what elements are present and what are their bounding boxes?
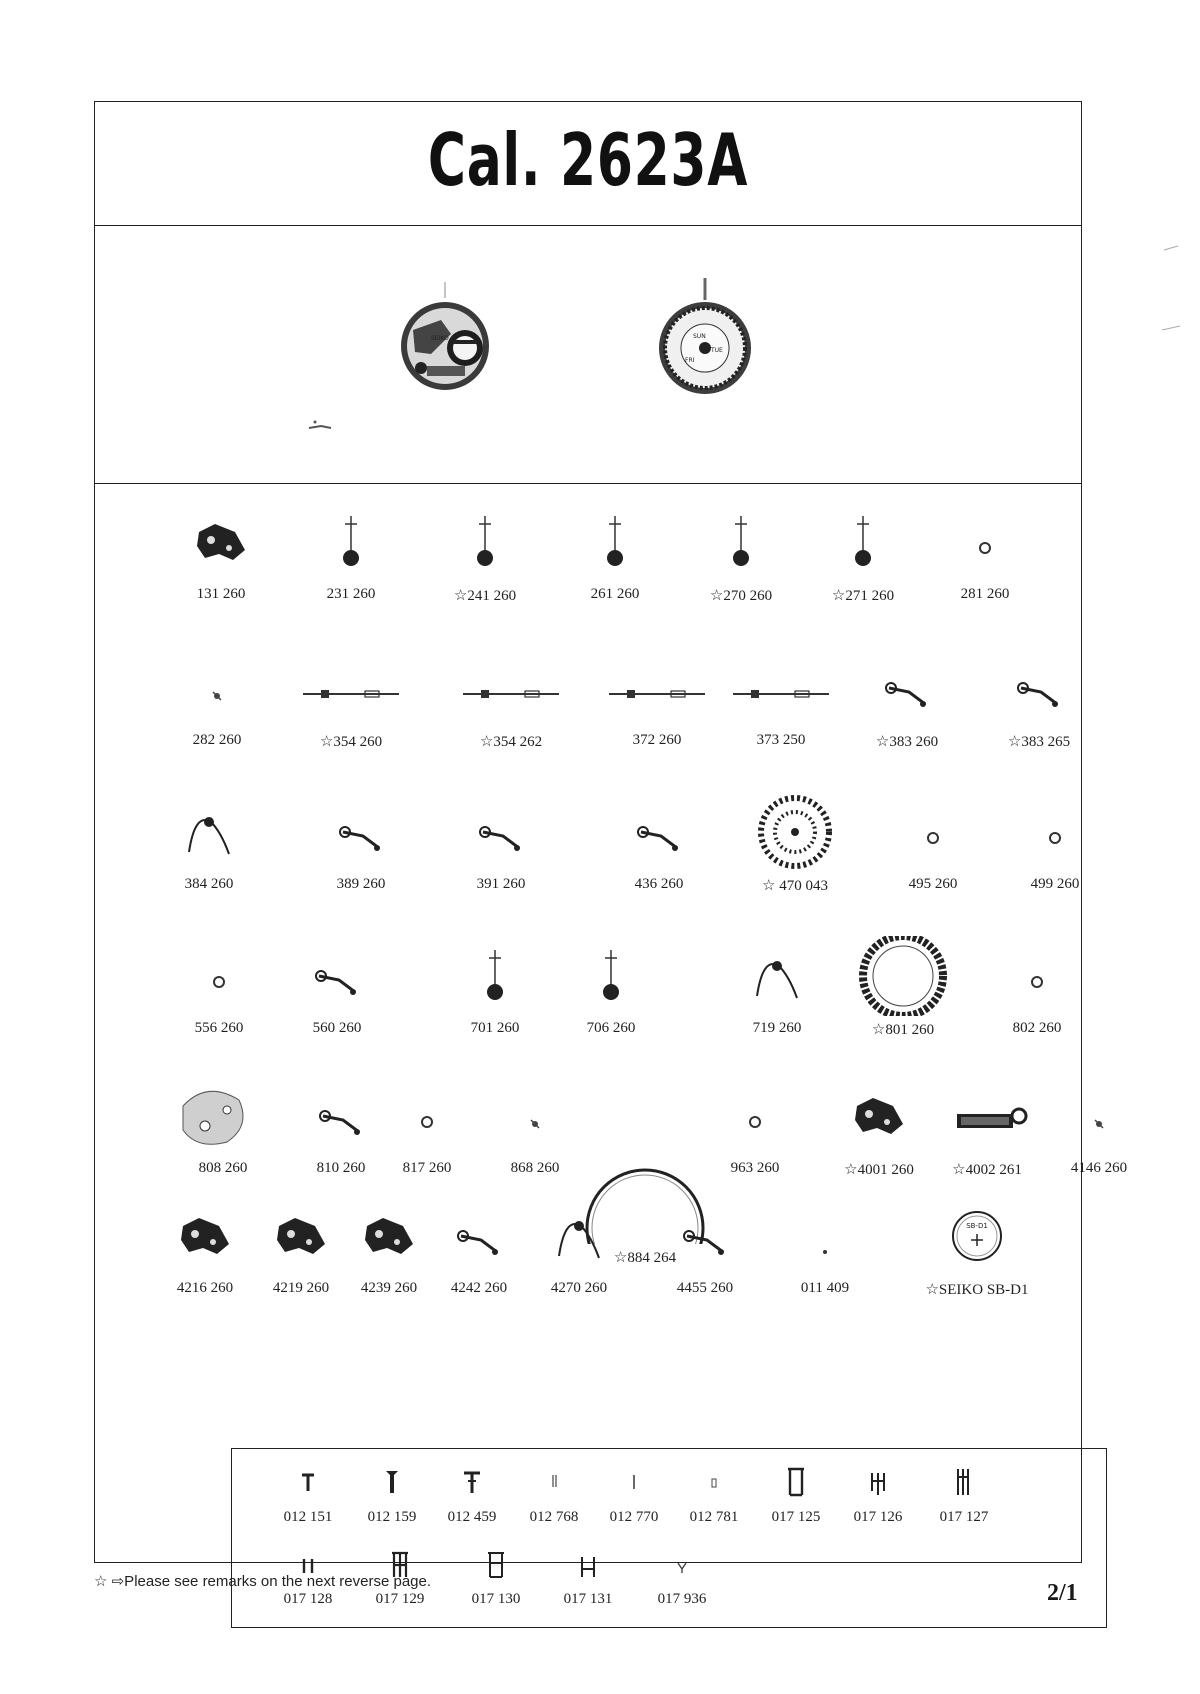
svg-text:FRI: FRI — [685, 357, 695, 364]
part-code: 706 260 — [586, 1020, 636, 1036]
part-code: ☆271 260 — [831, 588, 895, 604]
screw-item — [430, 1461, 514, 1531]
stem-icon — [597, 648, 717, 728]
part-item — [721, 648, 841, 758]
part-item — [435, 936, 555, 1046]
title-box — [95, 102, 1081, 226]
ring-icon — [695, 1076, 815, 1156]
part-code: 4455 260 — [676, 1280, 734, 1296]
small-part-icon — [157, 648, 277, 728]
part-code: 372 260 — [632, 732, 682, 748]
small-part-image — [307, 418, 335, 432]
part-item — [695, 1076, 815, 1186]
lever-icon — [277, 936, 397, 1016]
plate-icon — [163, 1076, 283, 1156]
part-code: 556 260 — [194, 1020, 244, 1036]
svg-text:SB-D1: SB-D1 — [966, 1222, 988, 1230]
part-item — [917, 1196, 1037, 1306]
part-code: 4219 260 — [272, 1280, 330, 1296]
part-code: ☆4002 261 — [952, 1162, 1022, 1178]
scan-mark — [1160, 318, 1184, 336]
part-code: ☆SEIKO SB-D1 — [925, 1282, 1029, 1298]
date-dial-icon — [843, 936, 963, 1016]
part-item — [1039, 1076, 1159, 1186]
dot-icon — [765, 1196, 885, 1276]
part-code: 701 260 — [470, 1020, 520, 1036]
screw-code: 017 127 — [939, 1509, 989, 1525]
spring-icon — [519, 1196, 639, 1276]
screw-item — [836, 1461, 920, 1531]
part-item — [451, 648, 571, 758]
part-code: 868 260 — [510, 1160, 560, 1176]
part-code: 495 260 — [908, 876, 958, 892]
coil-icon — [927, 1076, 1047, 1156]
screw-code: 012 770 — [609, 1509, 659, 1525]
part-item — [843, 936, 963, 1046]
wheel-icon — [555, 502, 675, 582]
part-code: 817 260 — [402, 1160, 452, 1176]
part-code: ☆270 260 — [709, 588, 773, 604]
part-item — [735, 792, 855, 902]
wheel-icon — [681, 502, 801, 582]
part-item — [425, 502, 545, 612]
lever-icon — [441, 792, 561, 872]
part-code: ☆4001 260 — [844, 1162, 914, 1178]
part-code: 436 260 — [634, 876, 684, 892]
part-item — [441, 792, 561, 902]
screw-item — [454, 1543, 538, 1613]
part-item — [301, 792, 421, 902]
part-code: 384 260 — [184, 876, 234, 892]
stem-icon — [721, 648, 841, 728]
part-code: 4146 260 — [1070, 1160, 1128, 1176]
screw-item — [640, 1543, 724, 1613]
part-item — [277, 936, 397, 1046]
part-item — [475, 1076, 595, 1186]
wheel-icon — [551, 936, 671, 1016]
movement-photo-box — [95, 226, 1081, 484]
part-item — [819, 1076, 939, 1186]
scan-mark — [1162, 236, 1182, 254]
part-code: 131 260 — [196, 586, 246, 602]
screw-code: 012 151 — [283, 1509, 333, 1525]
part-code: 281 260 — [960, 586, 1010, 602]
lever-icon — [301, 792, 421, 872]
part-code: 560 260 — [312, 1020, 362, 1036]
wheel-icon — [425, 502, 545, 582]
screw-code: 017 936 — [657, 1591, 707, 1607]
part-item — [519, 1196, 639, 1306]
ring-icon — [995, 792, 1115, 872]
stem-icon — [451, 648, 571, 728]
part-code: 808 260 — [198, 1160, 248, 1176]
front-movement-image — [391, 282, 499, 392]
page-title: Cal. 2623A — [427, 118, 749, 202]
part-item — [161, 502, 281, 612]
part-item — [599, 792, 719, 902]
part-item — [645, 1196, 765, 1306]
footnote: ☆ ⇨Please see remarks on the next reverse page. — [94, 1573, 432, 1590]
part-item — [367, 1076, 487, 1186]
part-code: ☆884 264 — [613, 1250, 677, 1266]
part-code: ☆383 260 — [875, 734, 939, 750]
small-part-icon — [475, 1076, 595, 1156]
part-item — [681, 502, 801, 612]
part-code: 719 260 — [752, 1020, 802, 1036]
lever-icon — [847, 648, 967, 728]
lever-icon — [599, 792, 719, 872]
part-code: 802 260 — [1012, 1020, 1062, 1036]
part-code: 4270 260 — [550, 1280, 608, 1296]
screw-item — [922, 1461, 1006, 1531]
ring-icon — [873, 792, 993, 872]
screw-item — [754, 1461, 838, 1531]
ring-icon — [925, 502, 1045, 582]
ring-icon — [159, 936, 279, 1016]
svg-text:SUN: SUN — [693, 333, 706, 340]
part-code: 261 260 — [590, 586, 640, 602]
spring-icon — [149, 792, 269, 872]
part-item — [291, 648, 411, 758]
part-item — [847, 648, 967, 758]
part-code: 4239 260 — [360, 1280, 418, 1296]
part-code: 810 260 — [316, 1160, 366, 1176]
ring-icon — [367, 1076, 487, 1156]
part-item — [157, 648, 277, 758]
part-code: 282 260 — [192, 732, 242, 748]
screw-code: 012 768 — [529, 1509, 579, 1525]
part-code: ☆354 262 — [479, 734, 543, 750]
part-code: ☆354 260 — [319, 734, 383, 750]
screw-code: 017 129 — [375, 1591, 425, 1607]
screw-box — [231, 1448, 1107, 1628]
part-code: 391 260 — [476, 876, 526, 892]
day-disk-icon — [735, 792, 855, 872]
part-code: 4216 260 — [176, 1280, 234, 1296]
screw-item — [266, 1461, 350, 1531]
part-code: ☆801 260 — [871, 1022, 935, 1038]
ring-icon — [977, 936, 1097, 1016]
part-item — [873, 792, 993, 902]
screw-code: 017 125 — [771, 1509, 821, 1525]
screw-code: 012 781 — [689, 1509, 739, 1525]
part-code: 4242 260 — [450, 1280, 508, 1296]
part-item — [717, 936, 837, 1046]
svg-text:TUE: TUE — [711, 347, 723, 354]
screw-code: 012 159 — [367, 1509, 417, 1525]
bridge-icon — [161, 502, 281, 582]
part-item — [979, 648, 1099, 758]
part-item — [977, 936, 1097, 1046]
bridge-icon — [819, 1076, 939, 1156]
screw-code: 017 128 — [283, 1591, 333, 1607]
scale-label: 2/1 — [1047, 1580, 1078, 1606]
battery-icon — [917, 1196, 1037, 1276]
part-item — [765, 1196, 885, 1306]
part-code: 231 260 — [326, 586, 376, 602]
wheel-icon — [291, 502, 411, 582]
part-item — [291, 502, 411, 612]
spring-icon — [717, 936, 837, 1016]
part-code: 963 260 — [730, 1160, 780, 1176]
svg-text:SEIKO: SEIKO — [431, 335, 449, 342]
screw-code: 012 459 — [447, 1509, 497, 1525]
part-item — [159, 936, 279, 1046]
small-part-icon — [1039, 1076, 1159, 1156]
back-movement-image — [649, 278, 761, 394]
screw-code: 017 131 — [563, 1591, 613, 1607]
part-item — [925, 502, 1045, 612]
wheel-icon — [435, 936, 555, 1016]
part-item — [803, 502, 923, 612]
part-code: ☆383 265 — [1007, 734, 1071, 750]
lever-icon — [645, 1196, 765, 1276]
part-code: ☆ 470 043 — [762, 878, 828, 894]
part-item — [927, 1076, 1047, 1186]
part-item — [995, 792, 1115, 902]
screw-code: 017 126 — [853, 1509, 903, 1525]
part-code: 373 250 — [756, 732, 806, 748]
screw-item — [672, 1461, 756, 1531]
part-code: 499 260 — [1030, 876, 1080, 892]
screw-code: 017 130 — [471, 1591, 521, 1607]
part-item — [149, 792, 269, 902]
part-code: 389 260 — [336, 876, 386, 892]
part-item — [551, 936, 671, 1046]
stem-icon — [291, 648, 411, 728]
lever-icon — [979, 648, 1099, 728]
part-code: 011 409 — [800, 1280, 850, 1296]
wheel-icon — [803, 502, 923, 582]
part-code: ☆241 260 — [453, 588, 517, 604]
screw-item — [546, 1543, 630, 1613]
part-item — [555, 502, 675, 612]
part-item — [163, 1076, 283, 1186]
part-item — [597, 648, 717, 758]
